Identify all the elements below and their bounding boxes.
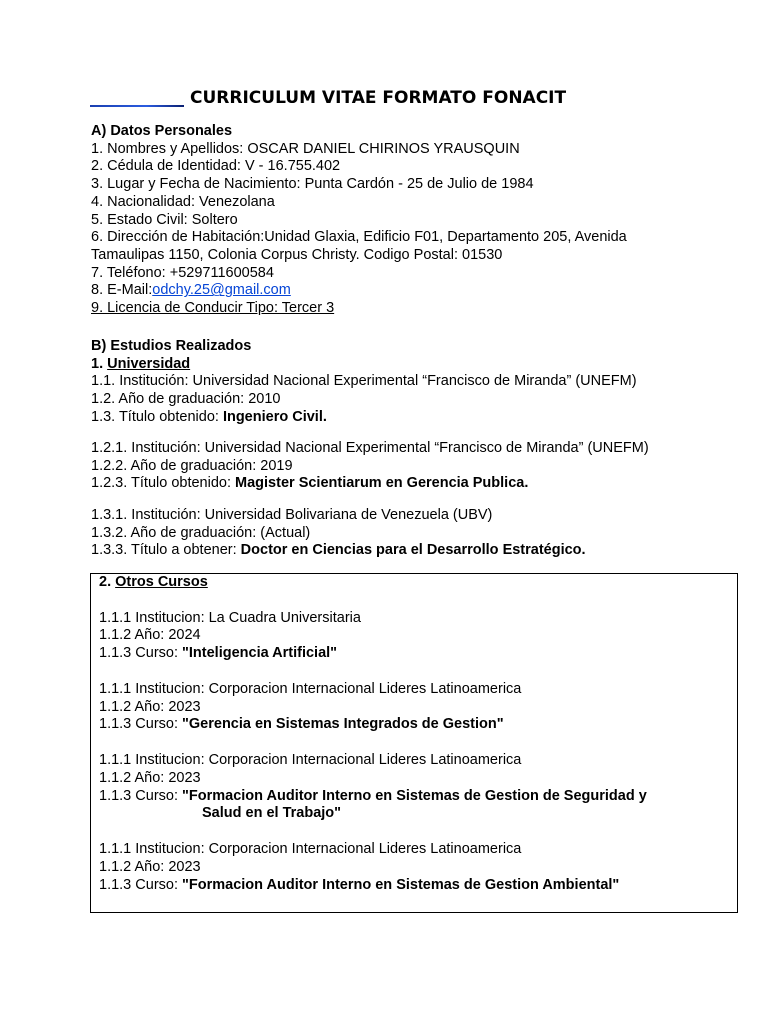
- course-name: [99, 877, 647, 895]
- section-heading: B) Estudios Realizados: [91, 338, 252, 354]
- course-name: [99, 645, 647, 663]
- course-name: [99, 788, 647, 806]
- degree-institution: 1.3.1. Institución: Universidad Bolivariana de Venezuela (UBV): [91, 507, 493, 523]
- degree-institution: 1.1. Institución: Universidad Nacional Experimental “Francisco de Miranda” (UNEFM): [91, 373, 637, 390]
- course-value: "Formacion Auditor Interno en Sistemas de Gestion de Seguridad y: [182, 787, 647, 804]
- email-label: 8. E-Mail:: [91, 282, 153, 299]
- course-value: "Formacion Auditor Interno en Sistemas de Gestion Ambiental": [182, 876, 620, 893]
- degree-title-value: Doctor en Ciencias para el Desarrollo Estratégico.: [240, 542, 586, 559]
- page-title: CURRICULUM VITAE FORMATO FONACIT: [190, 88, 567, 108]
- personal-line: 4. Nacionalidad: Venezolana: [91, 193, 275, 210]
- other-courses-number: 2.: [99, 574, 116, 590]
- course-year: 1.1.2 Año: 2023: [99, 769, 201, 786]
- personal-line: 2. Cédula de Identidad: V - 16.755.402: [91, 158, 341, 175]
- course-value: "Gerencia en Sistemas Integrados de Gestion": [182, 716, 504, 733]
- degree-2: [91, 440, 649, 493]
- personal-line: 6. Dirección de Habitación:Unidad Glaxia, Edificio F01, Departamento 205, Avenida: [91, 229, 627, 246]
- degree-year: 1.2. Año de graduación: 2010: [91, 391, 281, 408]
- degree-title: [91, 475, 649, 493]
- course-label: 1.1.3 Curso:: [99, 645, 183, 662]
- degree-title-label: 1.3.3. Título a obtener:: [91, 542, 241, 559]
- title-decoration-line: [90, 105, 184, 107]
- degree-title-value: Magister Scientiarum en Gerencia Publica.: [235, 475, 529, 492]
- university-number: 1.: [91, 355, 108, 372]
- email-link[interactable]: odchy.25@gmail.com: [152, 282, 291, 299]
- degree-title: [91, 409, 637, 427]
- course-value-continuation: Salud en el Trabajo": [202, 805, 342, 822]
- course-year: 1.1.2 Año: 2023: [99, 858, 201, 875]
- course-institution: 1.1.1 Institucion: Corporacion Internacional Lideres Latinoamerica: [99, 751, 522, 768]
- email-line: [91, 282, 627, 300]
- personal-line: 3. Lugar y Fecha de Nacimiento: Punta Cardón - 25 de Julio de 1984: [91, 176, 534, 193]
- university-title: Universidad: [107, 355, 191, 372]
- course-institution: 1.1.1 Institucion: Corporacion Internacional Lideres Latinoamerica: [99, 680, 522, 697]
- license-line: 9. Licencia de Conducir Tipo: Tercer 3: [91, 300, 335, 317]
- degree-title: [91, 542, 586, 560]
- degree-institution: 1.2.1. Institución: Universidad Nacional Experimental “Francisco de Miranda” (UNEFM): [91, 440, 649, 456]
- studies-section: [91, 338, 637, 427]
- course-year: 1.1.2 Año: 2023: [99, 698, 201, 715]
- degree-title-label: 1.3. Título obtenido:: [91, 408, 223, 425]
- other-courses-content: [99, 574, 647, 894]
- course-name: [99, 716, 647, 734]
- personal-line: 7. Teléfono: +529711600584: [91, 264, 274, 281]
- personal-data-section: [91, 123, 627, 318]
- course-label: 1.1.3 Curso:: [99, 716, 183, 733]
- course-value: "Inteligencia Artificial": [182, 645, 338, 662]
- other-courses-box: [90, 573, 738, 913]
- course-year: 1.1.2 Año: 2024: [99, 627, 201, 644]
- degree-year: 1.3.2. Año de graduación: (Actual): [91, 524, 311, 541]
- course-institution: 1.1.1 Institucion: La Cuadra Universitaria: [99, 609, 361, 626]
- personal-line: 1. Nombres y Apellidos: OSCAR DANIEL CHIRINOS YRAUSQUIN: [91, 140, 520, 157]
- personal-line: 5. Estado Civil: Soltero: [91, 211, 238, 228]
- other-courses-title: Otros Cursos: [115, 574, 208, 590]
- course-institution: 1.1.1 Institucion: Corporacion Internacional Lideres Latinoamerica: [99, 840, 522, 857]
- degree-3: [91, 507, 586, 560]
- university-subheading: [91, 356, 637, 374]
- course-label: 1.1.3 Curso:: [99, 876, 183, 893]
- degree-year: 1.2.2. Año de graduación: 2019: [91, 457, 293, 474]
- degree-title-value: Ingeniero Civil.: [222, 408, 327, 425]
- other-courses-heading: [99, 574, 647, 592]
- personal-line: Tamaulipas 1150, Colonia Corpus Christy. Codigo Postal: 01530: [91, 246, 503, 263]
- course-label: 1.1.3 Curso:: [99, 787, 183, 804]
- section-heading: A) Datos Personales: [91, 123, 233, 139]
- degree-title-label: 1.2.3. Título obtenido:: [91, 475, 236, 492]
